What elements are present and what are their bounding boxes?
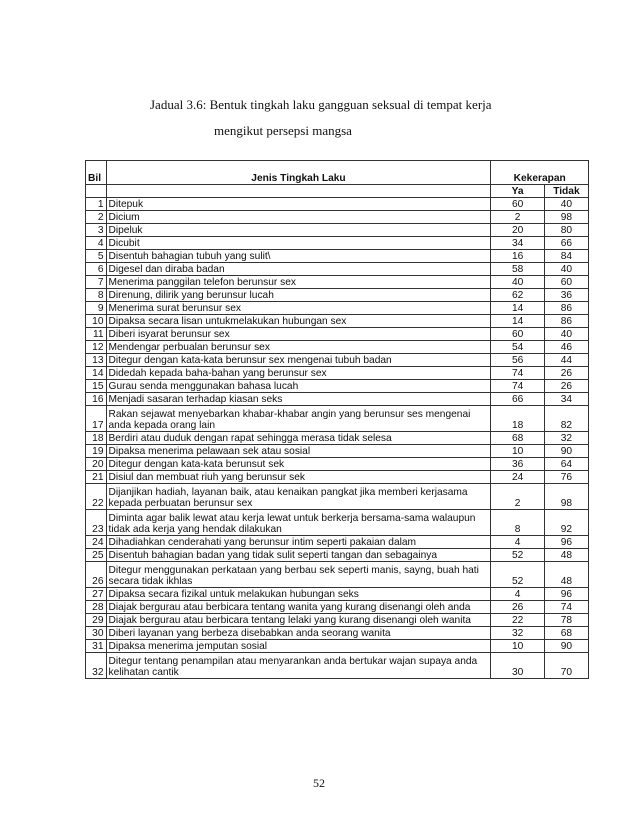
row-number: 30 (86, 627, 107, 640)
table-row (86, 289, 589, 302)
row-number: 13 (86, 354, 107, 367)
row-number: 26 (86, 562, 107, 588)
row-number: 24 (86, 536, 107, 549)
row-behavior: Dicubit (106, 237, 491, 250)
row-tidak: 70 (544, 653, 588, 679)
row-number: 8 (86, 289, 107, 302)
row-ya: 2 (491, 484, 544, 510)
header-row-1 (86, 161, 589, 185)
row-number: 4 (86, 237, 107, 250)
row-tidak: 96 (544, 536, 588, 549)
row-tidak: 74 (544, 601, 588, 614)
row-tidak: 26 (544, 367, 588, 380)
row-number: 21 (86, 471, 107, 484)
row-number: 7 (86, 276, 107, 289)
row-tidak: 76 (544, 471, 588, 484)
row-tidak: 48 (544, 549, 588, 562)
row-tidak: 86 (544, 315, 588, 328)
row-number: 28 (86, 601, 107, 614)
row-ya: 16 (491, 250, 544, 263)
row-behavior: Diajak bergurau atau berbicara tentang wanita yang kurang disenangi oleh anda (106, 601, 491, 614)
behavior-frequency-table (85, 160, 589, 679)
row-number: 22 (86, 484, 107, 510)
row-ya: 60 (491, 328, 544, 341)
row-ya: 2 (491, 211, 544, 224)
row-ya: 20 (491, 224, 544, 237)
table-row (86, 471, 589, 484)
row-ya: 74 (491, 367, 544, 380)
row-tidak: 90 (544, 445, 588, 458)
row-ya: 24 (491, 471, 544, 484)
row-tidak: 34 (544, 393, 588, 406)
table-row (86, 276, 589, 289)
row-number: 6 (86, 263, 107, 276)
table-row (86, 224, 589, 237)
header-jenis-empty (106, 185, 491, 198)
table-row (86, 640, 589, 653)
row-behavior: Dipaksa secara fizikal untuk melakukan hubungan seks (106, 588, 491, 601)
table-row (86, 393, 589, 406)
header-jenis: Jenis Tingkah Laku (106, 161, 491, 185)
row-behavior: Dicium (106, 211, 491, 224)
header-row-2 (86, 185, 589, 198)
row-number: 20 (86, 458, 107, 471)
row-ya: 32 (491, 627, 544, 640)
row-behavior: Diminta agar balik lewat atau kerja lewat untuk berkerja bersama-sama walaupun tidak ada kerja yang hendak dilakukan (106, 510, 491, 536)
row-behavior: Dipeluk (106, 224, 491, 237)
row-behavior: Dijanjikan hadiah, layanan baik, atau kenaikan pangkat jika memberi kerjasama kepada perbuatan berunsur sex (106, 484, 491, 510)
row-number: 1 (86, 198, 107, 211)
row-tidak: 68 (544, 627, 588, 640)
row-behavior: Ditegur tentang penampilan atau menyarankan anda bertukar wajan supaya anda kelihatan cantik (106, 653, 491, 679)
header-kekerapan: Kekerapan (491, 161, 589, 185)
row-tidak: 84 (544, 250, 588, 263)
page-number: 52 (313, 776, 325, 790)
table-row (86, 536, 589, 549)
table-row (86, 198, 589, 211)
row-tidak: 48 (544, 562, 588, 588)
row-ya: 62 (491, 289, 544, 302)
table-row (86, 302, 589, 315)
row-ya: 74 (491, 380, 544, 393)
row-behavior: Disentuh bahagian badan yang tidak sulit seperti tangan dan sebagainya (106, 549, 491, 562)
table-caption-line-1: Jadual 3.6: Bentuk tingkah laku gangguan seksual di tempat kerja (150, 97, 492, 112)
row-number: 12 (86, 341, 107, 354)
row-behavior: Berdiri atau duduk dengan rapat sehingga merasa tidak selesa (106, 432, 491, 445)
table-row (86, 614, 589, 627)
table-row (86, 458, 589, 471)
row-tidak: 82 (544, 406, 588, 432)
row-number: 9 (86, 302, 107, 315)
row-tidak: 40 (544, 263, 588, 276)
row-behavior: Gurau senda menggunakan bahasa lucah (106, 380, 491, 393)
row-behavior: Menerima panggilan telefon berunsur sex (106, 276, 491, 289)
row-ya: 60 (491, 198, 544, 211)
row-number: 11 (86, 328, 107, 341)
row-behavior: Dipaksa menerima jemputan sosial (106, 640, 491, 653)
table-row (86, 588, 589, 601)
row-tidak: 46 (544, 341, 588, 354)
row-number: 14 (86, 367, 107, 380)
table-row (86, 263, 589, 276)
row-ya: 36 (491, 458, 544, 471)
row-behavior: Digesel dan diraba badan (106, 263, 491, 276)
table-row (86, 250, 589, 263)
row-tidak: 64 (544, 458, 588, 471)
row-behavior: Diberi isyarat berunsur sex (106, 328, 491, 341)
row-tidak: 32 (544, 432, 588, 445)
row-ya: 18 (491, 406, 544, 432)
row-number: 18 (86, 432, 107, 445)
row-tidak: 40 (544, 198, 588, 211)
row-tidak: 98 (544, 211, 588, 224)
table-row (86, 211, 589, 224)
row-ya: 4 (491, 588, 544, 601)
row-ya: 8 (491, 510, 544, 536)
table-row (86, 484, 589, 510)
row-behavior: Menerima surat berunsur sex (106, 302, 491, 315)
row-tidak: 66 (544, 237, 588, 250)
row-ya: 68 (491, 432, 544, 445)
table-row (86, 601, 589, 614)
row-tidak: 26 (544, 380, 588, 393)
header-ya: Ya (491, 185, 544, 198)
row-ya: 58 (491, 263, 544, 276)
row-ya: 4 (491, 536, 544, 549)
table-row (86, 549, 589, 562)
row-ya: 34 (491, 237, 544, 250)
row-tidak: 78 (544, 614, 588, 627)
row-behavior: Diberi layanan yang berbeza disebabkan anda seorang wanita (106, 627, 491, 640)
table-row (86, 328, 589, 341)
row-number: 23 (86, 510, 107, 536)
row-tidak: 80 (544, 224, 588, 237)
header-tidak: Tidak (544, 185, 588, 198)
row-tidak: 98 (544, 484, 588, 510)
row-tidak: 92 (544, 510, 588, 536)
row-ya: 14 (491, 302, 544, 315)
header-bil-empty (86, 185, 107, 198)
row-behavior: Dipaksa menerima pelawaan sek atau sosial (106, 445, 491, 458)
row-behavior: Dihadiahkan cenderahati yang berunsur intim seperti pakaian dalam (106, 536, 491, 549)
row-ya: 22 (491, 614, 544, 627)
row-number: 25 (86, 549, 107, 562)
table-body (86, 198, 589, 679)
row-tidak: 90 (544, 640, 588, 653)
row-tidak: 60 (544, 276, 588, 289)
table-row (86, 510, 589, 536)
row-ya: 30 (491, 653, 544, 679)
row-behavior: Disentuh bahagian tubuh yang sulit\ (106, 250, 491, 263)
row-behavior: Diajak bergurau atau berbicara tentang lelaki yang kurang disenangi oleh wanita (106, 614, 491, 627)
table-row (86, 445, 589, 458)
row-behavior: Ditepuk (106, 198, 491, 211)
row-ya: 26 (491, 601, 544, 614)
row-behavior: Rakan sejawat menyebarkan khabar-khabar angin yang berunsur ses mengenai anda kepada orang lain (106, 406, 491, 432)
row-tidak: 36 (544, 289, 588, 302)
row-behavior: Ditegur dengan kata-kata berunsur sex mengenai tubuh badan (106, 354, 491, 367)
row-number: 32 (86, 653, 107, 679)
table-caption-line-2: mengikut persepsi mangsa (214, 123, 352, 138)
row-behavior: Dipaksa secara lisan untukmelakukan hubungan sex (106, 315, 491, 328)
row-ya: 66 (491, 393, 544, 406)
row-behavior: Direnung, dilirik yang berunsur lucah (106, 289, 491, 302)
table-row (86, 432, 589, 445)
row-number: 19 (86, 445, 107, 458)
row-ya: 14 (491, 315, 544, 328)
row-tidak: 96 (544, 588, 588, 601)
row-number: 10 (86, 315, 107, 328)
table-row (86, 354, 589, 367)
table-row (86, 237, 589, 250)
row-behavior: Menjadi sasaran terhadap kiasan seks (106, 393, 491, 406)
row-number: 2 (86, 211, 107, 224)
row-number: 27 (86, 588, 107, 601)
header-bil: Bil (86, 161, 107, 185)
row-number: 16 (86, 393, 107, 406)
row-ya: 40 (491, 276, 544, 289)
row-number: 15 (86, 380, 107, 393)
row-ya: 54 (491, 341, 544, 354)
row-number: 3 (86, 224, 107, 237)
row-ya: 52 (491, 562, 544, 588)
table-row (86, 341, 589, 354)
table-row (86, 627, 589, 640)
row-behavior: Mendengar perbualan berunsur sex (106, 341, 491, 354)
row-number: 31 (86, 640, 107, 653)
row-behavior: Disiul dan membuat riuh yang berunsur sek (106, 471, 491, 484)
row-number: 29 (86, 614, 107, 627)
row-behavior: Ditegur menggunakan perkataan yang berbau sek seperti manis, sayng, buah hati secara tidak ikhlas (106, 562, 491, 588)
table-row (86, 653, 589, 679)
row-number: 5 (86, 250, 107, 263)
row-behavior: Ditegur dengan kata-kata berunsut sek (106, 458, 491, 471)
table-row (86, 315, 589, 328)
row-number: 17 (86, 406, 107, 432)
table-row (86, 380, 589, 393)
row-tidak: 40 (544, 328, 588, 341)
table-row (86, 562, 589, 588)
row-ya: 52 (491, 549, 544, 562)
row-ya: 56 (491, 354, 544, 367)
row-tidak: 44 (544, 354, 588, 367)
row-ya: 10 (491, 640, 544, 653)
row-ya: 10 (491, 445, 544, 458)
row-tidak: 86 (544, 302, 588, 315)
table-row (86, 367, 589, 380)
row-behavior: Didedah kepada baha-bahan yang berunsur sex (106, 367, 491, 380)
table-row (86, 406, 589, 432)
